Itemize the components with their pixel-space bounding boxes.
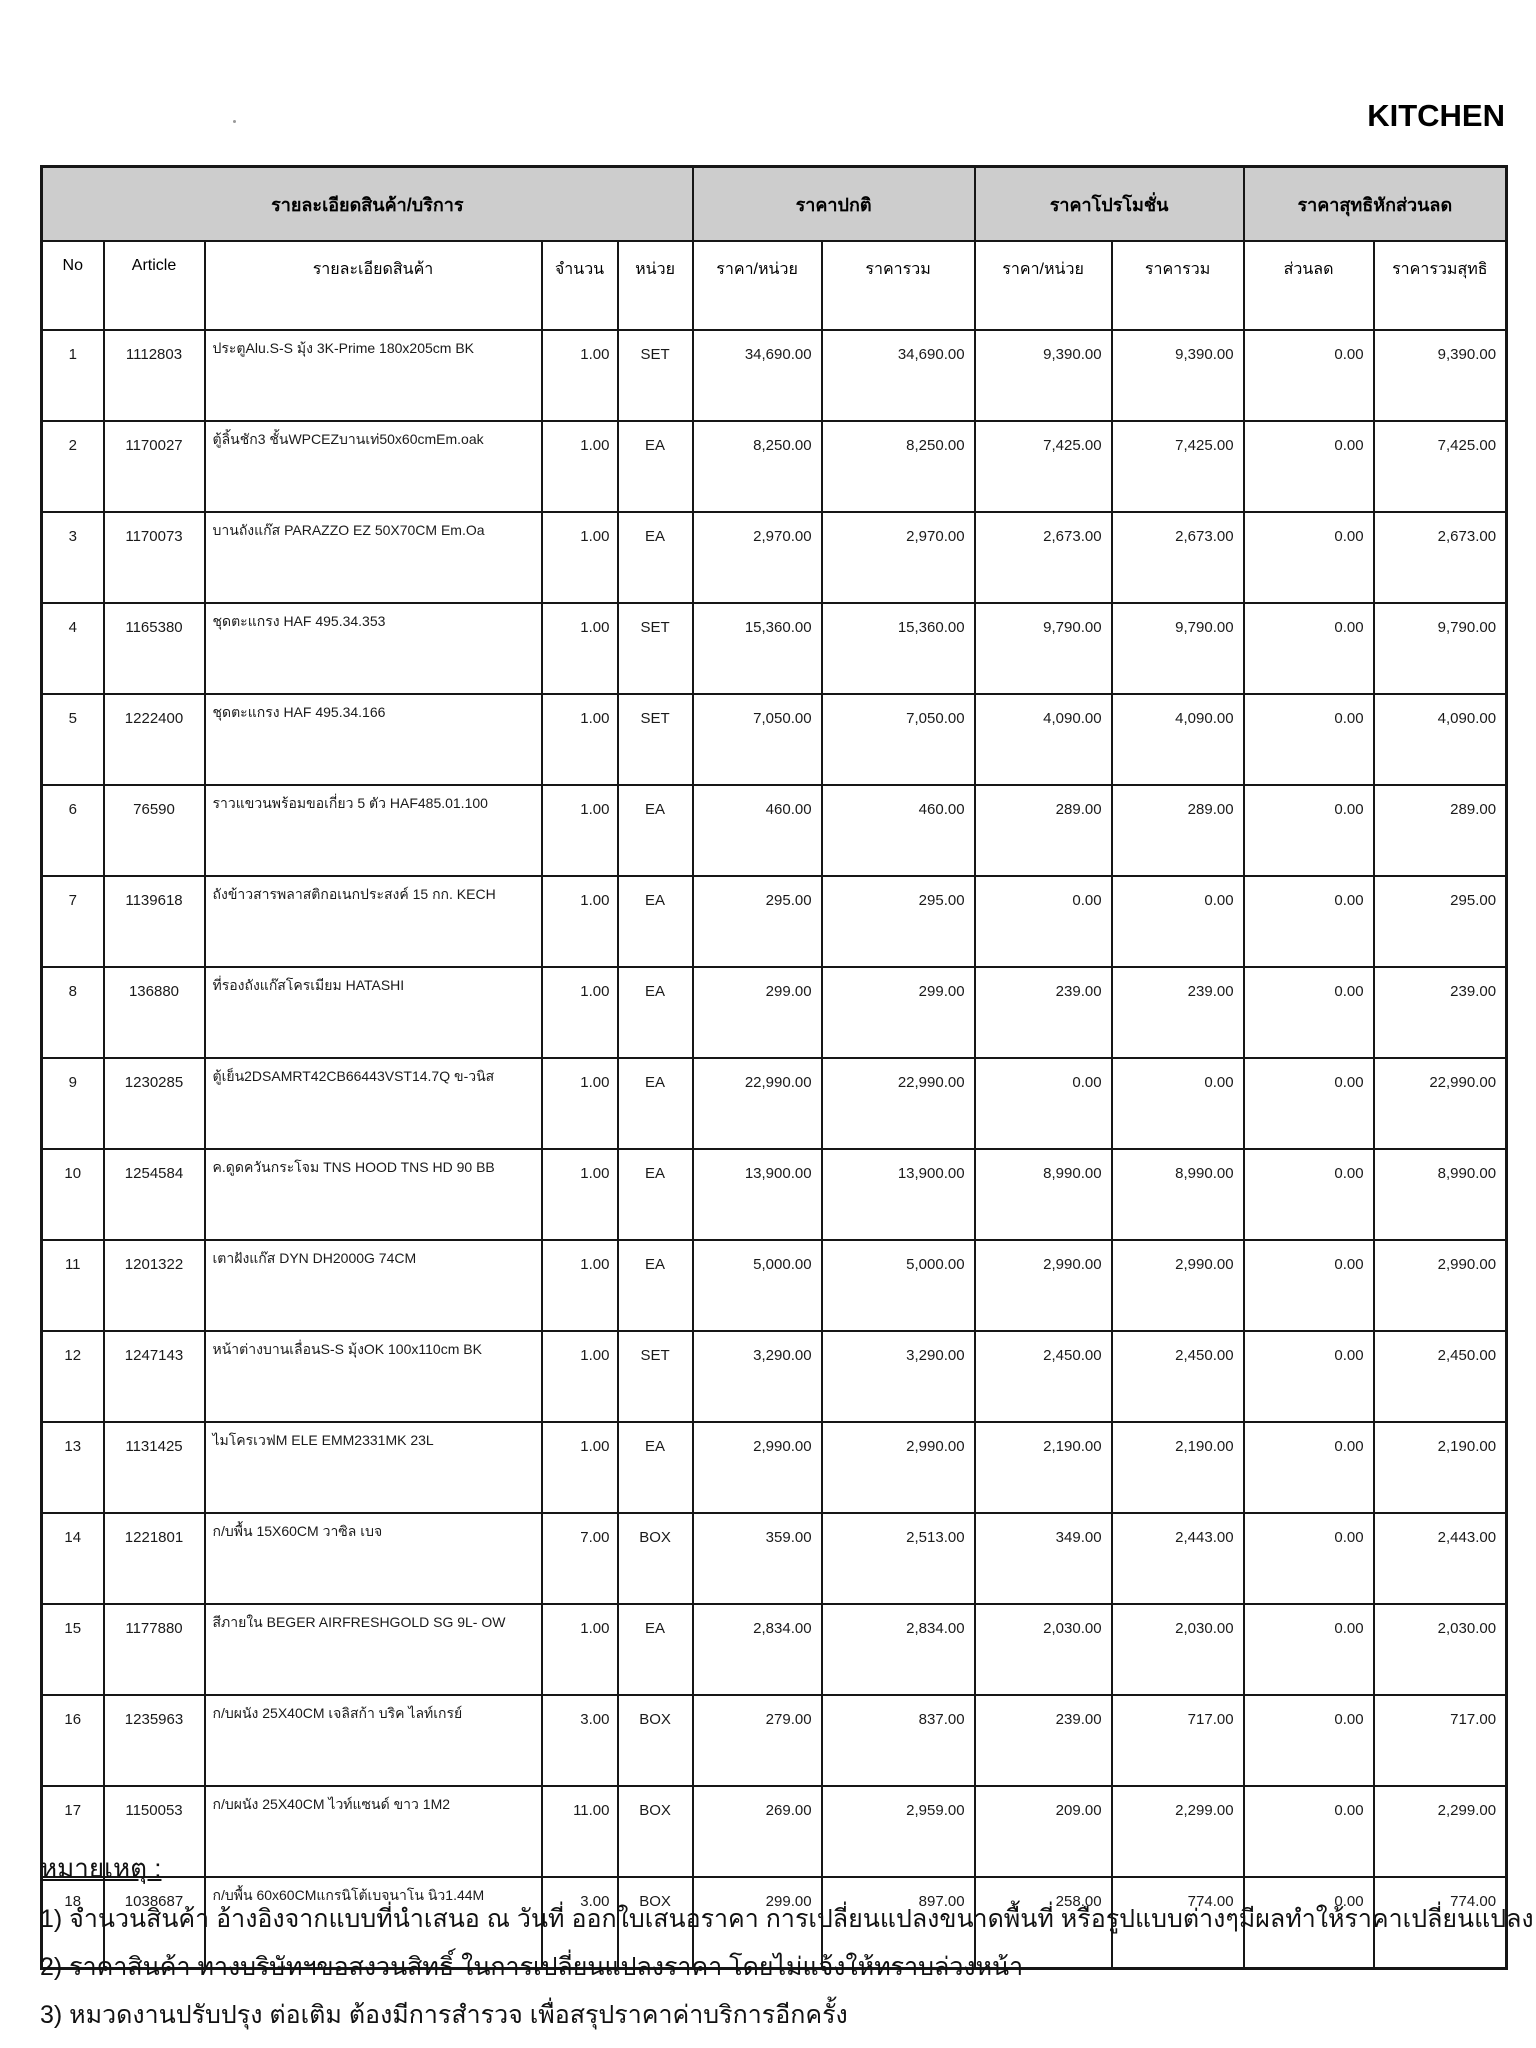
cell-quantity: 1.00 bbox=[542, 694, 618, 785]
cell-discount: 0.00 bbox=[1244, 1149, 1374, 1240]
cell-net-total: 295.00 bbox=[1374, 876, 1507, 967]
cell-normal-price-unit: 13,900.00 bbox=[693, 1149, 822, 1240]
cell-discount: 0.00 bbox=[1244, 512, 1374, 603]
cell-normal-price-total: 837.00 bbox=[822, 1695, 975, 1786]
cell-normal-price-unit: 359.00 bbox=[693, 1513, 822, 1604]
cell-unit: BOX bbox=[618, 1695, 693, 1786]
cell-normal-price-total: 897.00 bbox=[822, 1877, 975, 1969]
table-row bbox=[42, 512, 1507, 603]
cell-promo-price-total: 9,790.00 bbox=[1112, 603, 1244, 694]
cell-normal-price-total: 8,250.00 bbox=[822, 421, 975, 512]
cell-no: 12 bbox=[42, 1331, 104, 1422]
cell-net-total: 2,990.00 bbox=[1374, 1240, 1507, 1331]
table-row bbox=[42, 1240, 1507, 1331]
cell-discount: 0.00 bbox=[1244, 1695, 1374, 1786]
cell-no: 11 bbox=[42, 1240, 104, 1331]
cell-quantity: 1.00 bbox=[542, 1422, 618, 1513]
cell-description: ชุดตะแกรง HAF 495.34.166 bbox=[205, 694, 542, 785]
table-row bbox=[42, 1422, 1507, 1513]
group-header: รายละเอียดสินค้า/บริการ bbox=[42, 167, 693, 242]
cell-net-total: 9,390.00 bbox=[1374, 330, 1507, 421]
notes-header: หมายเหตุ : bbox=[40, 1853, 162, 1883]
cell-promo-price-total: 9,390.00 bbox=[1112, 330, 1244, 421]
cell-promo-price-total: 4,090.00 bbox=[1112, 694, 1244, 785]
cell-description: ค.ดูดควันกระโจม TNS HOOD TNS HD 90 BB bbox=[205, 1149, 542, 1240]
cell-description: ก/บพื้น 60x60CMแกรนิโต้เบจนาโน นิว1.44M bbox=[205, 1877, 542, 1969]
cell-unit: EA bbox=[618, 785, 693, 876]
cell-no: 7 bbox=[42, 876, 104, 967]
cell-promo-price-total: 717.00 bbox=[1112, 1695, 1244, 1786]
column-header-article: Article bbox=[104, 241, 205, 330]
cell-description: ชุดตะแกรง HAF 495.34.353 bbox=[205, 603, 542, 694]
cell-promo-price-total: 8,990.00 bbox=[1112, 1149, 1244, 1240]
cell-no: 16 bbox=[42, 1695, 104, 1786]
cell-discount: 0.00 bbox=[1244, 1058, 1374, 1149]
cell-net-total: 289.00 bbox=[1374, 785, 1507, 876]
cell-unit: BOX bbox=[618, 1513, 693, 1604]
cell-normal-price-unit: 2,834.00 bbox=[693, 1604, 822, 1695]
cell-normal-price-unit: 460.00 bbox=[693, 785, 822, 876]
cell-description: ที่รองถังแก๊สโครเมียม HATASHI bbox=[205, 967, 542, 1058]
cell-discount: 0.00 bbox=[1244, 603, 1374, 694]
cell-description: ก/บพื้น 15X60CM วาซิล เบจ bbox=[205, 1513, 542, 1604]
cell-description: สีภายใน BEGER AIRFRESHGOLD SG 9L- OW bbox=[205, 1604, 542, 1695]
column-header-normal-price-unit: ราคา/หน่วย bbox=[693, 241, 822, 330]
cell-promo-price-total: 289.00 bbox=[1112, 785, 1244, 876]
table-row bbox=[42, 876, 1507, 967]
cell-promo-price-total: 7,425.00 bbox=[1112, 421, 1244, 512]
cell-description: หน้าต่างบานเลื่อนS-S มุ้งOK 100x110cm BK bbox=[205, 1331, 542, 1422]
cell-unit: SET bbox=[618, 694, 693, 785]
cell-article: 76590 bbox=[104, 785, 205, 876]
group-header: ราคาโปรโมชั่น bbox=[975, 167, 1244, 242]
cell-normal-price-total: 7,050.00 bbox=[822, 694, 975, 785]
cell-discount: 0.00 bbox=[1244, 967, 1374, 1058]
cell-no: 18 bbox=[42, 1877, 104, 1969]
cell-quantity: 1.00 bbox=[542, 1331, 618, 1422]
cell-normal-price-total: 2,970.00 bbox=[822, 512, 975, 603]
cell-no: 5 bbox=[42, 694, 104, 785]
cell-net-total: 717.00 bbox=[1374, 1695, 1507, 1786]
cell-no: 10 bbox=[42, 1149, 104, 1240]
cell-normal-price-unit: 5,000.00 bbox=[693, 1240, 822, 1331]
cell-discount: 0.00 bbox=[1244, 1786, 1374, 1877]
column-header-discount: ส่วนลด bbox=[1244, 241, 1374, 330]
cell-quantity: 1.00 bbox=[542, 603, 618, 694]
page-title: KITCHEN bbox=[1367, 98, 1505, 133]
cell-normal-price-total: 34,690.00 bbox=[822, 330, 975, 421]
table-row bbox=[42, 1331, 1507, 1422]
cell-quantity: 1.00 bbox=[542, 421, 618, 512]
cell-promo-price-total: 2,990.00 bbox=[1112, 1240, 1244, 1331]
cell-unit: EA bbox=[618, 1422, 693, 1513]
cell-no: 9 bbox=[42, 1058, 104, 1149]
cell-net-total: 8,990.00 bbox=[1374, 1149, 1507, 1240]
cell-normal-price-unit: 15,360.00 bbox=[693, 603, 822, 694]
column-header-net-total: ราคารวมสุทธิ bbox=[1374, 241, 1507, 330]
table-row bbox=[42, 1695, 1507, 1786]
cell-normal-price-unit: 3,290.00 bbox=[693, 1331, 822, 1422]
cell-promo-price-unit: 2,190.00 bbox=[975, 1422, 1112, 1513]
column-header-promo-price-total: ราคารวม bbox=[1112, 241, 1244, 330]
cell-unit: EA bbox=[618, 967, 693, 1058]
table-row bbox=[42, 421, 1507, 512]
cell-no: 3 bbox=[42, 512, 104, 603]
scan-artifact-dot bbox=[233, 120, 236, 123]
cell-normal-price-unit: 2,990.00 bbox=[693, 1422, 822, 1513]
cell-normal-price-unit: 269.00 bbox=[693, 1786, 822, 1877]
cell-quantity: 1.00 bbox=[542, 1149, 618, 1240]
cell-net-total: 7,425.00 bbox=[1374, 421, 1507, 512]
cell-description: ไมโครเวฟM ELE EMM2331MK 23L bbox=[205, 1422, 542, 1513]
group-header: ราคาสุทธิหักส่วนลด bbox=[1244, 167, 1507, 242]
cell-no: 4 bbox=[42, 603, 104, 694]
cell-promo-price-unit: 7,425.00 bbox=[975, 421, 1112, 512]
cell-article: 1221801 bbox=[104, 1513, 205, 1604]
column-header-quantity: จำนวน bbox=[542, 241, 618, 330]
cell-discount: 0.00 bbox=[1244, 1422, 1374, 1513]
cell-promo-price-unit: 0.00 bbox=[975, 1058, 1112, 1149]
cell-normal-price-total: 2,513.00 bbox=[822, 1513, 975, 1604]
cell-promo-price-total: 0.00 bbox=[1112, 1058, 1244, 1149]
note-line: 3) หมวดงานปรับปรุง ต่อเติม ต้องมีการสำรวจ เพื่อสรุปราคาค่าบริการอีกครั้ง bbox=[40, 2000, 848, 2029]
cell-discount: 0.00 bbox=[1244, 1240, 1374, 1331]
cell-promo-price-unit: 4,090.00 bbox=[975, 694, 1112, 785]
cell-quantity: 1.00 bbox=[542, 330, 618, 421]
cell-no: 13 bbox=[42, 1422, 104, 1513]
cell-no: 6 bbox=[42, 785, 104, 876]
cell-normal-price-unit: 295.00 bbox=[693, 876, 822, 967]
cell-quantity: 1.00 bbox=[542, 512, 618, 603]
cell-promo-price-unit: 2,990.00 bbox=[975, 1240, 1112, 1331]
cell-quantity: 7.00 bbox=[542, 1513, 618, 1604]
cell-promo-price-unit: 8,990.00 bbox=[975, 1149, 1112, 1240]
cell-discount: 0.00 bbox=[1244, 694, 1374, 785]
cell-unit: EA bbox=[618, 512, 693, 603]
cell-no: 2 bbox=[42, 421, 104, 512]
cell-article: 1170027 bbox=[104, 421, 205, 512]
cell-unit: SET bbox=[618, 603, 693, 694]
cell-promo-price-unit: 9,390.00 bbox=[975, 330, 1112, 421]
cell-no: 14 bbox=[42, 1513, 104, 1604]
cell-normal-price-unit: 34,690.00 bbox=[693, 330, 822, 421]
cell-promo-price-unit: 239.00 bbox=[975, 1695, 1112, 1786]
column-header-unit: หน่วย bbox=[618, 241, 693, 330]
cell-net-total: 2,190.00 bbox=[1374, 1422, 1507, 1513]
cell-discount: 0.00 bbox=[1244, 1604, 1374, 1695]
cell-net-total: 22,990.00 bbox=[1374, 1058, 1507, 1149]
cell-discount: 0.00 bbox=[1244, 421, 1374, 512]
cell-article: 1201322 bbox=[104, 1240, 205, 1331]
cell-quantity: 1.00 bbox=[542, 1240, 618, 1331]
cell-quantity: 1.00 bbox=[542, 967, 618, 1058]
cell-normal-price-unit: 299.00 bbox=[693, 1877, 822, 1969]
cell-unit: EA bbox=[618, 876, 693, 967]
table-row bbox=[42, 1149, 1507, 1240]
cell-quantity: 1.00 bbox=[542, 1604, 618, 1695]
cell-normal-price-total: 15,360.00 bbox=[822, 603, 975, 694]
cell-article: 1254584 bbox=[104, 1149, 205, 1240]
cell-promo-price-unit: 2,673.00 bbox=[975, 512, 1112, 603]
cell-net-total: 2,673.00 bbox=[1374, 512, 1507, 603]
cell-description: ราวแขวนพร้อมขอเกี่ยว 5 ตัว HAF485.01.100 bbox=[205, 785, 542, 876]
table-row bbox=[42, 785, 1507, 876]
cell-description: บานถังแก๊ส PARAZZO EZ 50X70CM Em.Oa bbox=[205, 512, 542, 603]
table-row bbox=[42, 603, 1507, 694]
column-header-description: รายละเอียดสินค้า bbox=[205, 241, 542, 330]
cell-article: 1222400 bbox=[104, 694, 205, 785]
cell-unit: EA bbox=[618, 1058, 693, 1149]
note-line: 2) ราคาสินค้า ทางบริษัทฯขอสงวนสิทธิ์ ในการเปลี่ยนแปลงราคา โดยไม่แจ้งให้ทราบล่วงหน้า bbox=[40, 1952, 1024, 1981]
cell-normal-price-total: 3,290.00 bbox=[822, 1331, 975, 1422]
cell-promo-price-unit: 258.00 bbox=[975, 1877, 1112, 1969]
cell-normal-price-unit: 8,250.00 bbox=[693, 421, 822, 512]
cell-description: ประตูAlu.S-S มุ้ง 3K-Prime 180x205cm BK bbox=[205, 330, 542, 421]
cell-promo-price-unit: 2,450.00 bbox=[975, 1331, 1112, 1422]
cell-unit: BOX bbox=[618, 1877, 693, 1969]
cell-unit: BOX bbox=[618, 1786, 693, 1877]
column-header-normal-price-total: ราคารวม bbox=[822, 241, 975, 330]
cell-promo-price-unit: 239.00 bbox=[975, 967, 1112, 1058]
cell-normal-price-total: 295.00 bbox=[822, 876, 975, 967]
cell-no: 1 bbox=[42, 330, 104, 421]
cell-article: 136880 bbox=[104, 967, 205, 1058]
cell-article: 1139618 bbox=[104, 876, 205, 967]
cell-promo-price-total: 2,673.00 bbox=[1112, 512, 1244, 603]
cell-normal-price-total: 299.00 bbox=[822, 967, 975, 1058]
cell-normal-price-total: 5,000.00 bbox=[822, 1240, 975, 1331]
cell-promo-price-unit: 349.00 bbox=[975, 1513, 1112, 1604]
cell-normal-price-unit: 279.00 bbox=[693, 1695, 822, 1786]
cell-description: ตู้ลิ้นชัก3 ชั้นWPCEZบานเท่50x60cmEm.oak bbox=[205, 421, 542, 512]
column-header-no: No bbox=[42, 241, 104, 330]
cell-promo-price-total: 774.00 bbox=[1112, 1877, 1244, 1969]
cell-promo-price-total: 0.00 bbox=[1112, 876, 1244, 967]
cell-net-total: 2,299.00 bbox=[1374, 1786, 1507, 1877]
cell-discount: 0.00 bbox=[1244, 1331, 1374, 1422]
cell-promo-price-total: 239.00 bbox=[1112, 967, 1244, 1058]
cell-promo-price-unit: 289.00 bbox=[975, 785, 1112, 876]
cell-article: 1177880 bbox=[104, 1604, 205, 1695]
cell-discount: 0.00 bbox=[1244, 330, 1374, 421]
table-row bbox=[42, 1513, 1507, 1604]
cell-no: 15 bbox=[42, 1604, 104, 1695]
cell-promo-price-unit: 2,030.00 bbox=[975, 1604, 1112, 1695]
cell-normal-price-total: 13,900.00 bbox=[822, 1149, 975, 1240]
quotation-table bbox=[40, 165, 1534, 1970]
column-header-row bbox=[42, 241, 1507, 330]
table-body bbox=[40, 330, 1534, 1969]
cell-normal-price-total: 2,990.00 bbox=[822, 1422, 975, 1513]
cell-net-total: 9,790.00 bbox=[1374, 603, 1507, 694]
cell-article: 1112803 bbox=[104, 330, 205, 421]
table-row bbox=[42, 1058, 1507, 1149]
cell-quantity: 1.00 bbox=[542, 1058, 618, 1149]
column-header-promo-price-unit: ราคา/หน่วย bbox=[975, 241, 1112, 330]
cell-net-total: 239.00 bbox=[1374, 967, 1507, 1058]
cell-net-total: 4,090.00 bbox=[1374, 694, 1507, 785]
cell-discount: 0.00 bbox=[1244, 785, 1374, 876]
cell-unit: SET bbox=[618, 1331, 693, 1422]
cell-normal-price-total: 22,990.00 bbox=[822, 1058, 975, 1149]
note-line: 1) จำนวนสินค้า อ้างอิงจากแบบที่นำเสนอ ณ วันที่ ออกใบเสนอราคา การเปลี่ยนแปลงขนาดพื้นที่ หรือรูปแบบต่างๆมีผลทำให้ราคาเปลี่ยนแปลง bbox=[40, 1905, 1534, 1933]
cell-article: 1038687 bbox=[104, 1877, 205, 1969]
group-header: ราคาปกติ bbox=[693, 167, 975, 242]
cell-article: 1165380 bbox=[104, 603, 205, 694]
cell-net-total: 2,443.00 bbox=[1374, 1513, 1507, 1604]
cell-promo-price-total: 2,299.00 bbox=[1112, 1786, 1244, 1877]
notes-section bbox=[40, 1848, 1534, 2032]
cell-normal-price-unit: 2,970.00 bbox=[693, 512, 822, 603]
cell-unit: EA bbox=[618, 421, 693, 512]
cell-description: ถังข้าวสารพลาสติกอเนกประสงค์ 15 กก. KECH bbox=[205, 876, 542, 967]
table-row bbox=[42, 330, 1507, 421]
cell-article: 1235963 bbox=[104, 1695, 205, 1786]
cell-description: ก/บผนัง 25X40CM เจลิสก้า บริค ไลท์เกรย์ bbox=[205, 1695, 542, 1786]
cell-discount: 0.00 bbox=[1244, 1513, 1374, 1604]
cell-promo-price-unit: 0.00 bbox=[975, 876, 1112, 967]
cell-quantity: 11.00 bbox=[542, 1786, 618, 1877]
cell-description: เตาฝังแก๊ส DYN DH2000G 74CM bbox=[205, 1240, 542, 1331]
cell-quantity: 1.00 bbox=[542, 876, 618, 967]
cell-promo-price-total: 2,030.00 bbox=[1112, 1604, 1244, 1695]
group-header-row bbox=[42, 167, 1507, 242]
cell-discount: 0.00 bbox=[1244, 876, 1374, 967]
table-row bbox=[42, 694, 1507, 785]
cell-quantity: 3.00 bbox=[542, 1877, 618, 1969]
cell-description: ตู้เย็น2DSAMRT42CB66443VST14.7Q ข-วนิส bbox=[205, 1058, 542, 1149]
cell-net-total: 2,450.00 bbox=[1374, 1331, 1507, 1422]
cell-article: 1170073 bbox=[104, 512, 205, 603]
cell-normal-price-total: 2,834.00 bbox=[822, 1604, 975, 1695]
cell-promo-price-total: 2,443.00 bbox=[1112, 1513, 1244, 1604]
cell-unit: SET bbox=[618, 330, 693, 421]
cell-description: ก/บผนัง 25X40CM ไวท์แซนด์ ขาว 1M2 bbox=[205, 1786, 542, 1877]
cell-promo-price-unit: 9,790.00 bbox=[975, 603, 1112, 694]
cell-quantity: 3.00 bbox=[542, 1695, 618, 1786]
cell-normal-price-unit: 299.00 bbox=[693, 967, 822, 1058]
cell-article: 1247143 bbox=[104, 1331, 205, 1422]
notes-list bbox=[40, 1903, 1534, 2032]
cell-net-total: 774.00 bbox=[1374, 1877, 1507, 1969]
cell-article: 1230285 bbox=[104, 1058, 205, 1149]
table-head bbox=[42, 167, 1507, 331]
cell-normal-price-total: 460.00 bbox=[822, 785, 975, 876]
cell-normal-price-unit: 22,990.00 bbox=[693, 1058, 822, 1149]
cell-unit: EA bbox=[618, 1149, 693, 1240]
cell-unit: EA bbox=[618, 1604, 693, 1695]
cell-promo-price-total: 2,190.00 bbox=[1112, 1422, 1244, 1513]
cell-net-total: 2,030.00 bbox=[1374, 1604, 1507, 1695]
cell-discount: 0.00 bbox=[1244, 1877, 1374, 1969]
cell-unit: EA bbox=[618, 1240, 693, 1331]
cell-promo-price-total: 2,450.00 bbox=[1112, 1331, 1244, 1422]
cell-normal-price-total: 2,959.00 bbox=[822, 1786, 975, 1877]
cell-no: 8 bbox=[42, 967, 104, 1058]
cell-article: 1131425 bbox=[104, 1422, 205, 1513]
table-row bbox=[42, 967, 1507, 1058]
cell-promo-price-unit: 209.00 bbox=[975, 1786, 1112, 1877]
table-row bbox=[42, 1604, 1507, 1695]
cell-normal-price-unit: 7,050.00 bbox=[693, 694, 822, 785]
cell-no: 17 bbox=[42, 1786, 104, 1877]
cell-quantity: 1.00 bbox=[542, 785, 618, 876]
cell-article: 1150053 bbox=[104, 1786, 205, 1877]
